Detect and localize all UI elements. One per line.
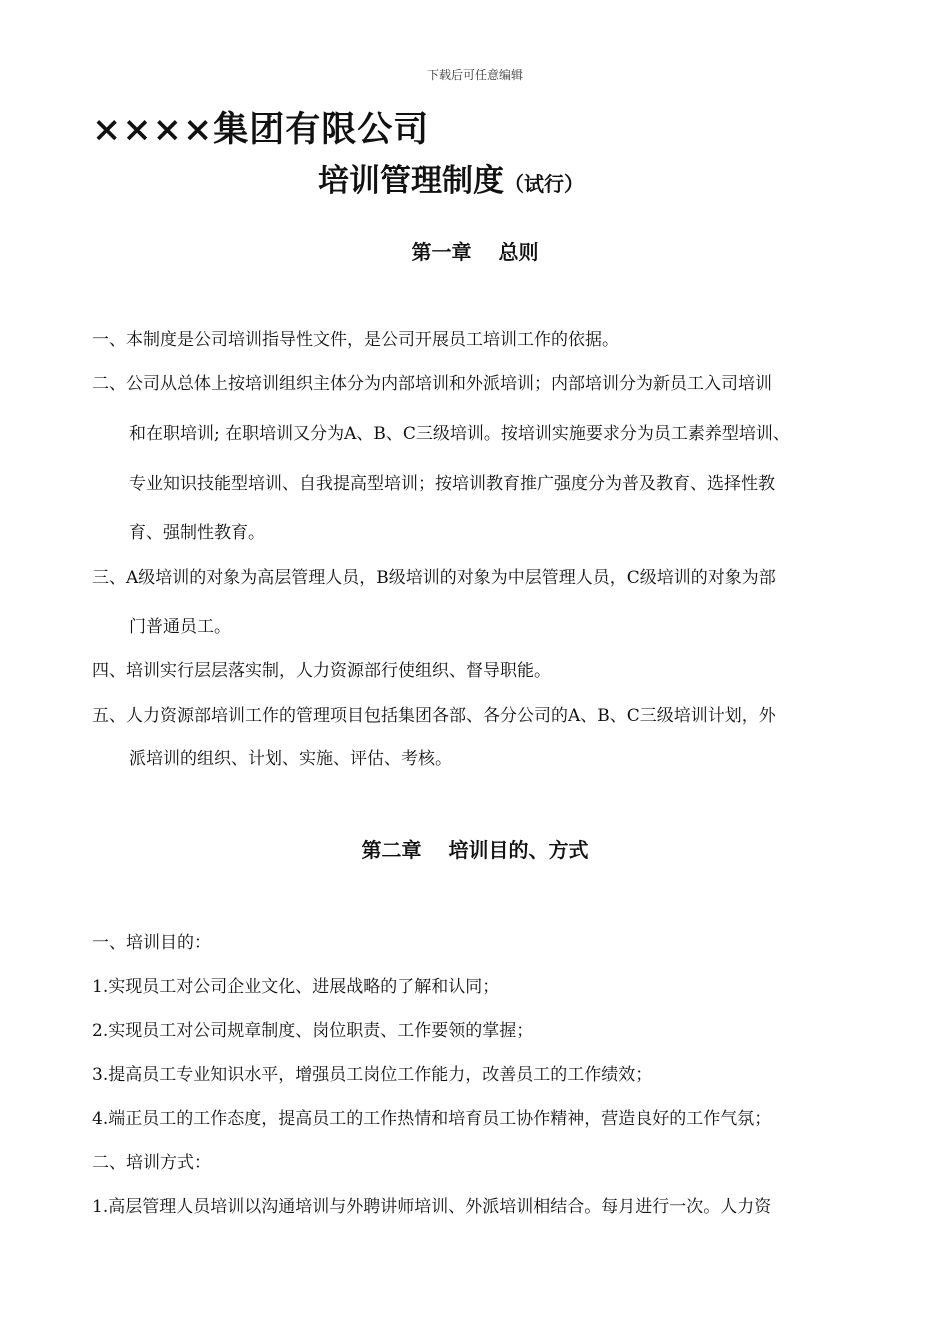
chapter-1-heading: 第一章 总则 (411, 240, 539, 264)
ch2-line-6: 二、培训方式： (92, 1153, 211, 1173)
ch2-line-3: 2.实现员工对公司规章制度、岗位职责、工作要领的掌握； (92, 1021, 534, 1041)
ch1-item-3-line-2: 门普通员工。 (129, 617, 231, 637)
ch1-item-4-line-1: 四、培训实行层层落实制，人力资源部行使组织、督导职能。 (92, 661, 551, 681)
ch1-item-2-line-2: 和在职培训; 在职培训又分为A、B、C三级培训。按培训实施要求分为员工素养型培训、 (129, 424, 790, 444)
ch2-line-7: 1.高层管理人员培训以沟通培训与外聘讲师培训、外派培训相结合。每月进行一次。人力资 (92, 1197, 772, 1217)
company-title: ××××集团有限公司 (92, 109, 430, 150)
document-title (318, 155, 584, 200)
ch2-line-2: 1.实现员工对公司企业文化、进展战略的了解和认同； (92, 977, 500, 997)
ch1-item-1-line-1: 一、本制度是公司培训指导性文件，是公司开展员工培训工作的依据。 (92, 330, 619, 350)
header-note: 下载后可任意编辑 (426, 68, 523, 82)
document-title-suffix: （试行） (504, 172, 584, 196)
ch2-line-1: 一、培训目的： (92, 933, 211, 953)
ch1-item-5-line-2: 派培训的组织、计划、实施、评估、考核。 (129, 749, 452, 769)
ch1-item-2-line-3: 专业知识技能型培训、自我提高型培训；按培训教育推广强度分为普及教育、选择性教 (129, 474, 775, 494)
document-title-main: 培训管理制度 (318, 163, 504, 199)
ch1-item-2-line-1: 二、公司从总体上按培训组织主体分为内部培训和外派培训；内部培训分为新员工入司培训 (92, 374, 772, 394)
ch1-item-2-line-4: 育、强制性教育。 (129, 523, 265, 543)
ch2-line-5: 4.端正员工的工作态度，提高员工的工作热情和培育员工协作精神，营造良好的工作气氛； (92, 1109, 772, 1129)
ch1-item-5-line-1: 五、人力资源部培训工作的管理项目包括集团各部、各分公司的A、B、C三级培训计划，外 (92, 706, 776, 726)
ch1-item-3-line-1: 三、A级培训的对象为高层管理人员，B级培训的对象为中层管理人员，C级培训的对象为部 (92, 568, 776, 588)
chapter-2-heading: 第二章 培训目的、方式 (361, 838, 589, 862)
ch2-line-4: 3.提高员工专业知识水平，增强员工岗位工作能力，改善员工的工作绩效； (92, 1065, 653, 1085)
